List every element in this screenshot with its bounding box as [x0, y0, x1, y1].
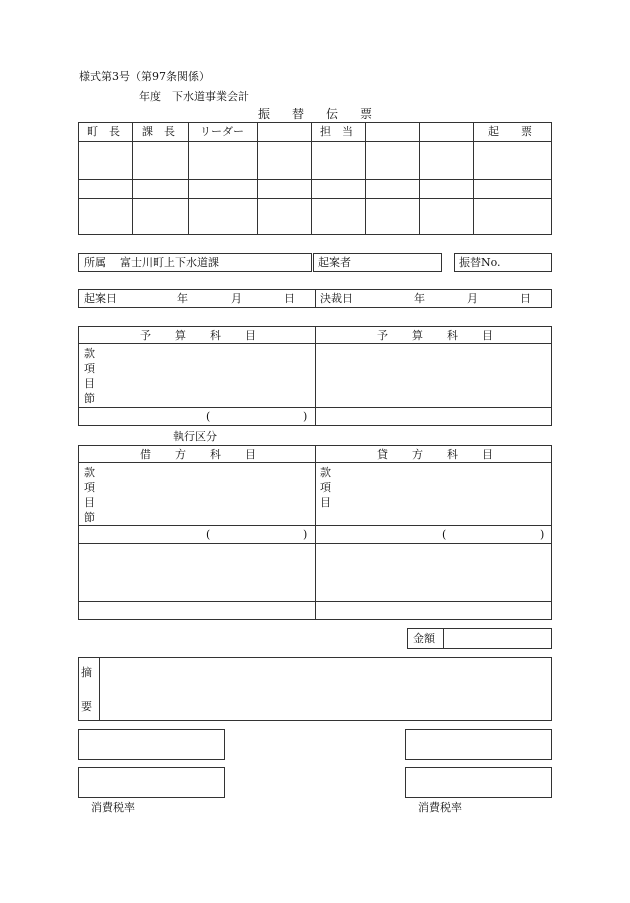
header-char: 目	[482, 448, 493, 461]
debit-item-moku: 目	[84, 496, 95, 509]
tax-rate-right-label: 消費税率	[418, 801, 462, 814]
header-char: 目	[245, 329, 256, 342]
budget-item-kan: 款	[84, 347, 95, 360]
debit-item-setsu: 節	[84, 511, 95, 524]
header-char: 予	[377, 329, 388, 342]
header-leader: リーダー	[200, 125, 244, 138]
debit-item-kou: 項	[84, 481, 95, 494]
grid-line	[315, 445, 316, 620]
header-drafter: 起 票	[488, 125, 532, 138]
grid-line	[132, 122, 133, 235]
grid-line	[315, 289, 316, 308]
grid-line	[473, 122, 474, 235]
draft-year: 年	[177, 292, 188, 305]
header-char: 目	[482, 329, 493, 342]
decision-month: 月	[467, 292, 478, 305]
decision-day: 日	[520, 292, 531, 305]
header-town-mayor: 町 長	[87, 125, 120, 138]
budget-item-kou: 項	[84, 362, 95, 375]
department-label: 所属	[84, 256, 106, 269]
budget-item-moku: 目	[84, 377, 95, 390]
header-char: 科	[210, 329, 221, 342]
title-char: 票	[360, 107, 373, 121]
header-char: 借	[140, 448, 151, 461]
grid-line	[99, 657, 100, 721]
credit-item-kan: 款	[320, 466, 331, 479]
tax-rate-left-label: 消費税率	[91, 801, 135, 814]
header-char: 算	[412, 329, 423, 342]
debit-paren-open: (	[206, 528, 211, 541]
debit-item-kan: 款	[84, 466, 95, 479]
grid-line	[315, 326, 316, 426]
header-section-chief: 課 長	[142, 125, 175, 138]
budget-paren-close: )	[303, 410, 308, 423]
summary-char: 要	[81, 700, 92, 713]
header-char: 方	[412, 448, 423, 461]
grid-line	[78, 141, 552, 142]
budget-paren-open: (	[206, 410, 211, 423]
amount-label: 金額	[413, 632, 435, 645]
proposer-label: 起案者	[318, 256, 351, 269]
header-char: 科	[447, 448, 458, 461]
header-char: 方	[175, 448, 186, 461]
credit-paren-close: )	[540, 528, 545, 541]
execution-division-label: 執行区分	[173, 430, 217, 443]
grid-line	[257, 122, 258, 235]
header-person-in-charge: 担 当	[320, 125, 353, 138]
title-char: 伝	[326, 107, 339, 121]
grid-line	[78, 198, 552, 199]
fiscal-year-label: 年度 下水道事業会計	[139, 90, 249, 103]
credit-paren-open: (	[442, 528, 447, 541]
credit-item-moku: 目	[320, 496, 331, 509]
summary-char: 摘	[81, 666, 92, 679]
summary-box	[78, 657, 552, 721]
draft-date-label: 起案日	[84, 292, 117, 305]
department-value: 富士川町上下水道課	[120, 256, 219, 269]
title-char: 替	[292, 107, 305, 121]
blank-box-left-upper	[78, 729, 225, 760]
budget-item-setsu: 節	[84, 392, 95, 405]
grid-line	[443, 628, 444, 649]
grid-line	[419, 122, 420, 235]
credit-item-kou: 項	[320, 481, 331, 494]
grid-line	[365, 122, 366, 235]
header-char: 科	[447, 329, 458, 342]
draft-day: 日	[284, 292, 295, 305]
header-char: 目	[245, 448, 256, 461]
title-char: 振	[258, 107, 271, 121]
form-number: 様式第3号（第97条関係）	[79, 70, 210, 83]
decision-date-label: 決裁日	[320, 292, 353, 305]
decision-year: 年	[414, 292, 425, 305]
header-char: 貸	[377, 448, 388, 461]
grid-line	[188, 122, 189, 235]
grid-line	[311, 122, 312, 235]
header-char: 予	[140, 329, 151, 342]
blank-box-left-lower	[78, 767, 225, 798]
debit-paren-close: )	[303, 528, 308, 541]
transfer-no-label: 振替No.	[459, 256, 501, 269]
header-char: 科	[210, 448, 221, 461]
blank-box-right-upper	[405, 729, 552, 760]
header-char: 算	[175, 329, 186, 342]
blank-box-right-lower	[405, 767, 552, 798]
grid-line	[78, 179, 552, 180]
draft-month: 月	[231, 292, 242, 305]
